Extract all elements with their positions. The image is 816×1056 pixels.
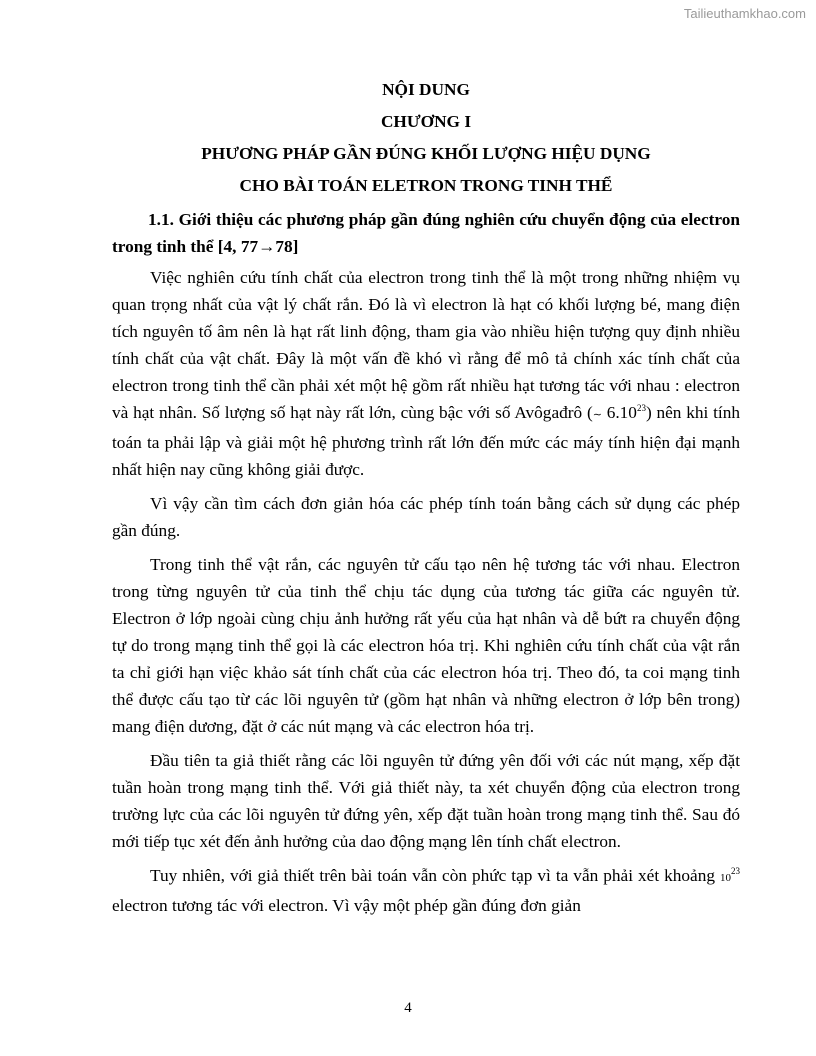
power-base: 10 bbox=[720, 872, 731, 884]
approx-symbol: ∼ bbox=[592, 409, 602, 421]
heading-content: NỘI DUNG bbox=[382, 80, 470, 99]
paragraph-1 bbox=[112, 264, 740, 483]
paragraph-2: Vì vậy cần tìm cách đơn giản hóa các phép tính toán bằng cách sử dụng các phép gần đúng. bbox=[112, 494, 740, 540]
page-number: 4 bbox=[404, 1000, 412, 1016]
avogadro-number: 6.10 bbox=[601, 403, 637, 422]
paragraph-5-text-b: electron tương tác với electron. Vì vậy một phép gần đúng đơn giản bbox=[112, 896, 581, 915]
heading-chapter-title-line1: PHƯƠNG PHÁP GẦN ĐÚNG KHỐI LƯỢNG HIỆU DỤNG bbox=[201, 144, 651, 163]
heading-chapter-title-line2: CHO BÀI TOÁN ELETRON TRONG TINH THỂ bbox=[239, 176, 613, 195]
watermark: Tailieuthamkhao.com bbox=[683, 6, 806, 21]
paragraph-5 bbox=[112, 862, 740, 919]
heading-chapter: CHƯƠNG I bbox=[380, 112, 472, 131]
paragraph-1-text-b: ) nên khi tính toán ta phải lập và giải một hệ phương trình rất lớn đến mức các máy tính hiện đại mạnh nhất hiện nay cũng không giải được. bbox=[112, 403, 740, 479]
paragraph-1-text-a: Việc nghiên cứu tính chất của electron trong tinh thể là một trong những nhiệm vụ quan trọng nhất của vật lý chất rắn. Đó là vì electron là hạt có khối lượng bé, mang điện tích nguyên tố âm nên là hạt rất linh động, tham gia vào nhiều hiện tượng quy định nhiều tính chất của vật chất. Đây là một vấn đề khó vì rằng để mô tả chính xác tính chất của electron trong tinh thể cần phải xét một hệ gồm rất nhiều hạt tương tác với nhau : electron và hạt nhân. Số lượng số hạt này rất lớn, cùng bậc với số Avôgađrô ( bbox=[112, 268, 740, 422]
document-page bbox=[112, 74, 740, 926]
power-exponent: 23 bbox=[731, 866, 740, 876]
avogadro-exponent: 23 bbox=[636, 403, 646, 413]
paragraph-4: Đầu tiên ta giả thiết rằng các lõi nguyên tử đứng yên đối với các nút mạng, xếp đặt tuần hoàn trong mạng tinh thể. Với giả thiết này, ta xét chuyển động của electron trong trường lực của các lõi nguyên tử đứng yên, xếp đặt tuần hoàn trong mạng tinh thể. Sau đó mới tiếp tục xét đến ảnh hưởng của dao động mạng lên tính chất electron. bbox=[112, 751, 740, 851]
section-title: 1.1. Giới thiệu các phương pháp gần đúng nghiên cứu chuyển động của electron trong tinh thể [4, 77→78] bbox=[112, 210, 740, 256]
paragraph-5-text-a: Tuy nhiên, với giả thiết trên bài toán vẫn còn phức tạp vì ta vẫn phải xét khoảng bbox=[150, 866, 720, 885]
paragraph-3: Trong tinh thể vật rắn, các nguyên tử cấu tạo nên hệ tương tác với nhau. Electron trong từng nguyên tử của tinh thể chịu tác dụng của tương tác giữa các nguyên tử. Electron ở lớp ngoài cùng chịu ảnh hưởng rất yếu của hạt nhân và dễ bứt ra chuyển động tự do trong mạng tinh thể gọi là các electron hóa trị. Khi nghiên cứu tính chất của vật rắn ta chỉ giới hạn việc khảo sát tính chất của các electron hóa trị. Theo đó, ta coi mạng tinh thể được cấu tạo từ các lõi nguyên tử (gồm hạt nhân và những electron ở lớp bên trong) mang điện dương, đặt ở các nút mạng và các electron hóa trị. bbox=[112, 555, 740, 736]
